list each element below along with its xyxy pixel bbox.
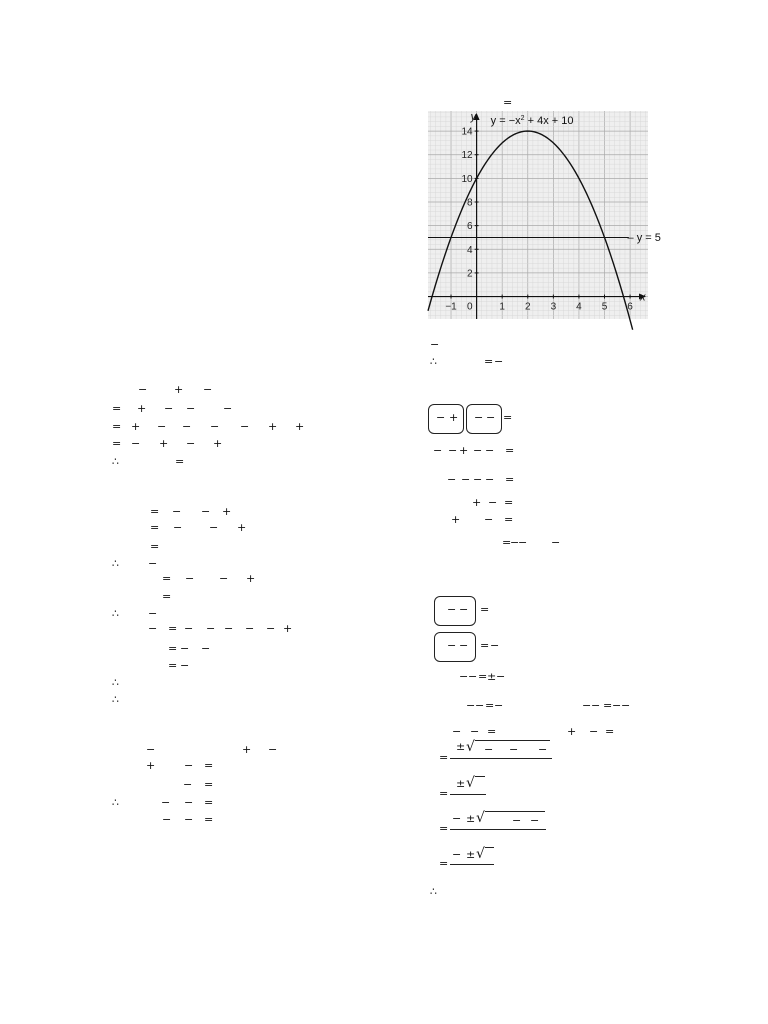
math-symbol: + bbox=[567, 725, 577, 738]
math-symbol: − bbox=[184, 813, 194, 826]
x-tick-label: 1 bbox=[499, 301, 505, 313]
math-symbol: − bbox=[148, 622, 158, 635]
radical-bar bbox=[485, 811, 545, 812]
math-symbol: − bbox=[240, 420, 250, 433]
math-symbol: − bbox=[473, 473, 483, 486]
math-symbol: + bbox=[137, 402, 147, 415]
math-symbol: = bbox=[204, 778, 214, 791]
math-symbol: − bbox=[164, 402, 174, 415]
math-symbol: = bbox=[112, 402, 122, 415]
math-symbol: − bbox=[490, 639, 500, 652]
origin-label: 0 bbox=[467, 301, 473, 313]
y-tick-label: 8 bbox=[467, 197, 473, 209]
math-symbol: = bbox=[112, 420, 122, 433]
math-symbol: − bbox=[245, 622, 255, 635]
math-symbol: − bbox=[512, 814, 522, 827]
math-symbol: − bbox=[484, 513, 494, 526]
math-symbol: − bbox=[201, 642, 211, 655]
math-symbol: ± bbox=[487, 670, 497, 683]
series-label-parabola: $y = -x^2 + 4x + 10$ bbox=[490, 115, 574, 127]
math-symbol: ± bbox=[456, 740, 466, 753]
bracket bbox=[466, 404, 502, 434]
math-symbol: − bbox=[184, 622, 194, 635]
fraction-bar bbox=[450, 758, 552, 759]
y-tick-label: 12 bbox=[461, 150, 473, 162]
radical-bar bbox=[475, 740, 550, 741]
math-symbol: − bbox=[459, 670, 469, 683]
math-symbol: = bbox=[204, 813, 214, 826]
math-symbol: − bbox=[182, 420, 192, 433]
math-symbol: − bbox=[474, 411, 484, 424]
math-symbol: + bbox=[222, 505, 232, 518]
x-tick-label: 3 bbox=[550, 301, 557, 313]
math-symbol: = bbox=[480, 639, 490, 652]
x-tick-label: 5 bbox=[601, 301, 608, 313]
math-symbol: − bbox=[157, 420, 167, 433]
math-symbol: = bbox=[603, 699, 613, 712]
math-symbol: − bbox=[223, 402, 233, 415]
math-symbol: = bbox=[162, 590, 172, 603]
math-symbol: − bbox=[131, 437, 141, 450]
math-symbol: = bbox=[439, 751, 449, 764]
fraction-bar bbox=[450, 794, 486, 795]
graph-canvas bbox=[428, 111, 661, 319]
radical-bar bbox=[485, 847, 494, 848]
math-symbol: − bbox=[518, 536, 528, 549]
math-symbol: = bbox=[168, 622, 178, 635]
math-symbol: − bbox=[591, 699, 601, 712]
fraction-bar bbox=[450, 864, 494, 865]
math-symbol: − bbox=[459, 639, 469, 652]
math-symbol: − bbox=[148, 607, 158, 620]
math-symbol: − bbox=[146, 743, 156, 756]
math-symbol: − bbox=[475, 699, 485, 712]
math-symbol: − bbox=[173, 521, 183, 534]
y-tick-label: 6 bbox=[467, 221, 473, 233]
math-symbol: − bbox=[224, 622, 234, 635]
math-symbol: − bbox=[433, 444, 443, 457]
math-symbol: = bbox=[504, 496, 514, 509]
math-symbol: − bbox=[452, 725, 462, 738]
math-symbol: − bbox=[509, 743, 519, 756]
math-symbol: − bbox=[459, 603, 469, 616]
math-symbol: ± bbox=[456, 777, 466, 790]
math-symbol: = bbox=[505, 473, 515, 486]
math-symbol: − bbox=[184, 759, 194, 772]
math-symbol: − bbox=[484, 743, 494, 756]
math-symbol: − bbox=[470, 725, 480, 738]
series-label-y5: – y = 5 bbox=[627, 231, 661, 244]
x-axis-label: x bbox=[640, 291, 646, 304]
therefore-symbol: ∴ bbox=[112, 693, 119, 706]
x-tick-label: 2 bbox=[524, 301, 531, 313]
math-symbol: + bbox=[146, 759, 156, 772]
therefore-symbol: ∴ bbox=[112, 796, 119, 809]
math-symbol: ± bbox=[466, 848, 476, 861]
math-symbol: = bbox=[204, 759, 214, 772]
math-symbol: = bbox=[485, 699, 495, 712]
math-symbol: = bbox=[502, 536, 512, 549]
math-symbol: = bbox=[439, 822, 449, 835]
math-symbol: − bbox=[266, 622, 276, 635]
sqrt-symbol: √ bbox=[476, 846, 485, 862]
bracket bbox=[428, 404, 464, 434]
math-symbol: + bbox=[449, 411, 459, 424]
math-symbol: = bbox=[484, 355, 494, 368]
math-symbol: − bbox=[468, 670, 478, 683]
math-symbol: − bbox=[209, 521, 219, 534]
y-tick-label: 14 bbox=[461, 126, 473, 138]
math-symbol: − bbox=[612, 699, 622, 712]
math-symbol: − bbox=[452, 848, 462, 861]
math-symbol: = bbox=[150, 540, 160, 553]
math-symbol: − bbox=[184, 796, 194, 809]
math-symbol: − bbox=[494, 355, 504, 368]
math-symbol: − bbox=[452, 812, 462, 825]
math-symbol: = bbox=[439, 787, 449, 800]
math-symbol: = bbox=[175, 455, 185, 468]
math-symbol: − bbox=[485, 473, 495, 486]
math-symbol: = bbox=[487, 725, 497, 738]
math-symbol: − bbox=[172, 505, 182, 518]
math-symbol: − bbox=[496, 670, 506, 683]
parabola-graph bbox=[428, 111, 661, 319]
math-symbol: + bbox=[237, 521, 247, 534]
math-symbol: − bbox=[186, 437, 196, 450]
math-symbol: − bbox=[486, 411, 496, 424]
math-symbol: − bbox=[447, 473, 457, 486]
math-symbol: − bbox=[180, 659, 190, 672]
x-tick-label: 4 bbox=[576, 301, 582, 313]
math-symbol: = bbox=[112, 437, 122, 450]
math-symbol: = bbox=[503, 96, 513, 109]
math-symbol: + bbox=[213, 437, 223, 450]
math-symbol: − bbox=[203, 383, 213, 396]
math-symbol: = bbox=[168, 659, 178, 672]
math-symbol: = bbox=[480, 603, 490, 616]
y-axis-label: y bbox=[470, 111, 477, 123]
math-symbol: − bbox=[210, 420, 220, 433]
math-symbol: − bbox=[148, 557, 158, 570]
math-symbol: − bbox=[206, 622, 216, 635]
math-symbol: − bbox=[510, 536, 520, 549]
math-symbol: − bbox=[582, 699, 592, 712]
math-symbol: = bbox=[204, 796, 214, 809]
therefore-symbol: ∴ bbox=[112, 676, 119, 689]
math-symbol: + bbox=[268, 420, 278, 433]
math-symbol: + bbox=[472, 496, 482, 509]
math-symbol: = bbox=[504, 513, 514, 526]
math-symbol: − bbox=[186, 402, 196, 415]
math-symbol: − bbox=[201, 505, 211, 518]
math-symbol: = bbox=[478, 670, 488, 683]
math-symbol: + bbox=[283, 622, 293, 635]
therefore-symbol: ∴ bbox=[112, 455, 119, 468]
y-tick-label: 10 bbox=[461, 173, 473, 185]
sqrt-symbol: √ bbox=[466, 775, 475, 791]
x-tick-label: −1 bbox=[445, 301, 457, 313]
math-symbol: − bbox=[185, 572, 195, 585]
y-tick-label: 4 bbox=[467, 244, 473, 256]
math-symbol: ± bbox=[466, 812, 476, 825]
math-symbol: = bbox=[439, 857, 449, 870]
x-tick-label: 6 bbox=[627, 301, 633, 313]
math-symbol: = bbox=[162, 572, 172, 585]
therefore-symbol: ∴ bbox=[430, 885, 437, 898]
math-symbol: = bbox=[505, 444, 515, 457]
math-symbol: − bbox=[448, 444, 458, 457]
math-symbol: − bbox=[447, 603, 457, 616]
math-symbol: − bbox=[436, 411, 446, 424]
math-symbol: − bbox=[473, 444, 483, 457]
math-symbol: − bbox=[551, 536, 561, 549]
math-symbol: + bbox=[159, 437, 169, 450]
math-symbol: − bbox=[530, 814, 540, 827]
math-symbol: − bbox=[138, 383, 148, 396]
therefore-symbol: ∴ bbox=[112, 557, 119, 570]
math-symbol: − bbox=[162, 813, 172, 826]
math-symbol: − bbox=[180, 642, 190, 655]
math-symbol: = bbox=[168, 642, 178, 655]
math-symbol: + bbox=[246, 572, 256, 585]
math-symbol: − bbox=[538, 743, 548, 756]
math-symbol: − bbox=[488, 496, 498, 509]
math-symbol: − bbox=[268, 743, 278, 756]
math-symbol: − bbox=[430, 338, 440, 351]
therefore-symbol: ∴ bbox=[430, 355, 437, 368]
y-tick-label: 2 bbox=[467, 268, 473, 280]
fraction-bar bbox=[450, 829, 546, 830]
math-symbol: + bbox=[174, 383, 184, 396]
math-symbol: − bbox=[466, 699, 476, 712]
math-symbol: = bbox=[503, 411, 513, 424]
math-symbol: + bbox=[242, 743, 252, 756]
math-symbol: − bbox=[447, 639, 457, 652]
math-symbol: + bbox=[451, 513, 461, 526]
math-symbol: − bbox=[461, 473, 471, 486]
math-symbol: − bbox=[589, 725, 599, 738]
sqrt-symbol: √ bbox=[476, 810, 485, 826]
math-symbol: − bbox=[494, 699, 504, 712]
math-symbol: + bbox=[295, 420, 305, 433]
therefore-symbol: ∴ bbox=[112, 607, 119, 620]
math-symbol: + bbox=[131, 420, 141, 433]
sqrt-symbol: √ bbox=[466, 739, 475, 755]
math-symbol: − bbox=[161, 796, 171, 809]
math-symbol: + bbox=[459, 444, 469, 457]
math-symbol: = bbox=[150, 505, 160, 518]
math-symbol: − bbox=[621, 699, 631, 712]
radical-bar bbox=[475, 776, 485, 777]
math-symbol: − bbox=[485, 444, 495, 457]
math-symbol: = bbox=[150, 521, 160, 534]
math-symbol: = bbox=[605, 725, 615, 738]
math-symbol: − bbox=[219, 572, 229, 585]
math-symbol: − bbox=[183, 778, 193, 791]
